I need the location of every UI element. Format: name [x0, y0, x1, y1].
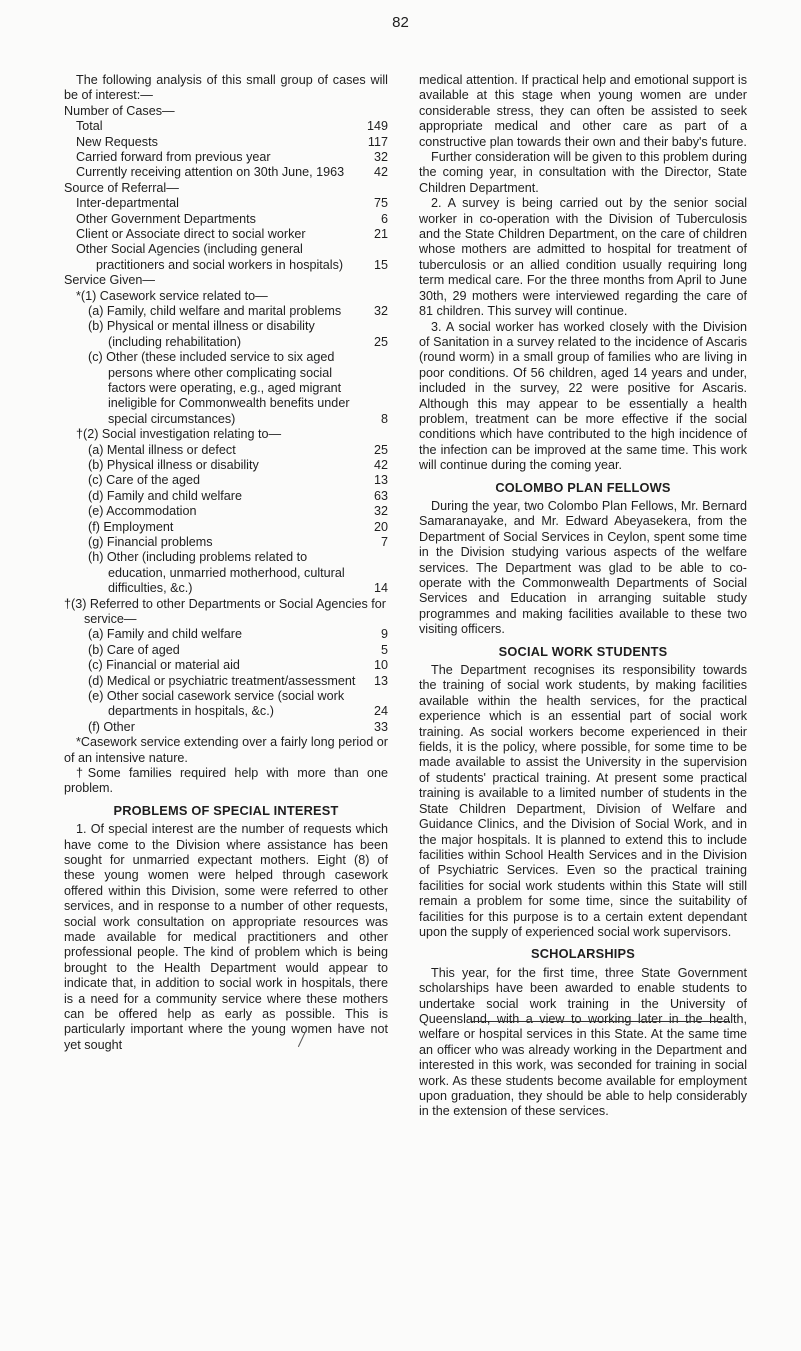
section-heading-problems: PROBLEMS OF SPECIAL INTEREST [113, 802, 339, 818]
table-row: (c) Other (these included service to six aged persons where other complicating social factors were operating, e.g., aged migrant ineligible for Commonwealth benefits under special circumstances) 8 [88, 350, 388, 426]
service-group-1-label: *(1) Casework service related to— [76, 288, 268, 303]
service-given-heading: Service Given— [64, 273, 155, 288]
table-row: Other Government Departments 6 [76, 211, 388, 226]
service-group-3-label: †(3) Referred to other Departments or Social Agencies for service— [64, 596, 386, 626]
table-row: Client or Associate direct to social worker 21 [76, 226, 388, 241]
table-row: (h) Other (including problems related to education, unmarried motherhood, cultural difficulties, &c.) 14 [88, 550, 388, 596]
right-column [419, 73, 747, 1120]
table-row: (d) Medical or psychiatric treatment/assessment 13 [88, 673, 388, 688]
table-row: (d) Family and child welfare 63 [88, 488, 388, 503]
table-row: (a) Mental illness or defect 25 [88, 442, 388, 457]
heading-social-work-students: SOCIAL WORK STUDENTS [498, 643, 668, 659]
paragraph-colombo-plan: During the year, two Colombo Plan Fellows, Mr. Bernard Samaranayake, and Mr. Edward Abeyasekera, from the Department of Social Services in Ceylon, spent some time in the Division studying various aspects of the welfare services. The Department was glad to be able to co-operate with the Commonwealth Departments of Social Services and Education in arranging suitable study programmes and making facilities available to these two visiting officers. [419, 498, 747, 637]
paragraph-medical-attention: medical attention. If practical help and emotional support is available at this stage when young women are under considerable stress, they can often be assisted to seek appropriate medical and other care as part of a constructive plan towards their own and their baby's future. [419, 73, 747, 149]
table-row: (g) Financial problems 7 [88, 534, 388, 549]
paragraph-special-interest: 1. Of special interest are the number of requests which have come to the Division where assistance has been sought for unmarried expectant mothers. Eight (8) of these young women were helped through casework offered within this Division, some were referred to other services, and in response to a number of other requests, social work consultation on appropriate resources was made available for medical practitioners and other professional people. The kind of problem which is being brought to the Health Department would appear to indicate that, in addition to social work in hospitals, there is a need for a community service where these mothers can be offered help as early as possible. This is particularly important where the young women have not yet sought [64, 822, 388, 1052]
table-row: Inter-departmental 75 [76, 196, 388, 211]
paragraph-further-consideration: Further consideration will be given to this problem during the coming year, in consultation with the Director, State Children Department. [419, 150, 747, 195]
table-row: New Requests 117 [76, 134, 388, 149]
table-row: (a) Family and child welfare 9 [88, 627, 388, 642]
paragraph-tuberculosis-survey: 2. A survey is being carried out by the senior social worker in co-operation with the Division of Tuberculosis and the State Children Department, on the care of children whose mothers are admitted to hospital for treatment of tuberculosis or an allied condition usually requiring long term medical care. For the three months from April to June 30th, 29 mothers were interviewed regarding the care of 81 children. This survey will continue. [419, 196, 747, 319]
service-group-2-label: †(2) Social investigation relating to— [76, 427, 282, 442]
table-row: (c) Care of the aged 13 [88, 473, 388, 488]
number-of-cases-heading: Number of Cases— [64, 103, 175, 118]
table-row: (c) Financial or material aid 10 [88, 658, 388, 673]
table-row: (b) Care of aged 5 [88, 642, 388, 657]
table-row: (e) Accommodation 32 [88, 504, 388, 519]
table-row: (b) Physical illness or disability 42 [88, 458, 388, 473]
page-number: 82 [392, 14, 409, 31]
footnote-families: †Some families required help with more than one problem. [64, 765, 388, 796]
table-row: Other Social Agencies (including general practitioners and social workers in hospitals) 15 [76, 242, 388, 272]
table-row: (f) Employment 20 [88, 519, 388, 534]
paragraph-social-work-students: The Department recognises its responsibility towards the training of social work students, by making facilities available within the health services, for the practical experience which is an essential part of social work training. As social workers become experienced in their fields, it is the policy, where possible, for some time to be made available to assist the University in the supervision of students' practical training. At present some practical training is available to a limited number of students in the State Children Department, Division of Welfare and Guidance Clinics, and the Division of Social Work, and in the major hospitals. It is planned to extend this to include facilities within School Health Services and in the Division of Psychiatric Services. Even so the practical training facilities for social work students within this State will still remain a problem for some time, since the suitability of facilities for this purpose is to a certain extent dependant upon the supply of experienced social work supervisors. [419, 663, 747, 939]
table-row: (b) Physical or mental illness or disability (including rehabilitation) 25 [88, 319, 388, 349]
table-row: (e) Other social casework service (social work departments in hospitals, &c.) 24 [88, 688, 388, 719]
left-column [64, 73, 388, 1053]
heading-scholarships: SCHOLARSHIPS [530, 946, 636, 962]
source-of-referral-heading: Source of Referral— [64, 180, 179, 195]
table-row: (a) Family, child welfare and marital problems 32 [88, 303, 388, 318]
paragraph-ascaris-survey: 3. A social worker has worked closely with the Division of Sanitation in a survey related to the incidence of Ascaris (round worm) in a small group of families who are living in poor conditions. Of 56 children, aged 14 years and under, included in the survey, 22 were positive for Ascaris. Although this may appear to be essentially a health problem, treatment can be more effective if the social conditions which have contributed to the high incidence of the infection can be improved at the same time. This work will continue during the coming year. [419, 319, 747, 473]
footnote-casework: *Casework service extending over a fairly long period or of an intensive nature. [64, 735, 388, 765]
heading-colombo-plan: COLOMBO PLAN FELLOWS [495, 479, 671, 495]
table-row: Carried forward from previous year 32 [76, 150, 388, 164]
end-rule [472, 1021, 730, 1022]
intro-paragraph: The following analysis of this small group of cases will be of interest:— [64, 73, 388, 103]
table-row: Total 149 [76, 119, 388, 134]
table-row: Currently receiving attention on 30th June, 1963 42 [76, 165, 388, 180]
paragraph-scholarships: This year, for the first time, three State Government scholarships have been awarded to enable students to undertake social work training in the University of Queensland, with a view to working later in the health, welfare or hospital services in this State. At the same time an officer who was already working in the Department and interested in this work, was seconded for training in social work. As these students become available for employment upon graduation, they should be able to help considerably in the extension of these services. [419, 965, 747, 1119]
table-row: (f) Other 33 [88, 719, 388, 734]
